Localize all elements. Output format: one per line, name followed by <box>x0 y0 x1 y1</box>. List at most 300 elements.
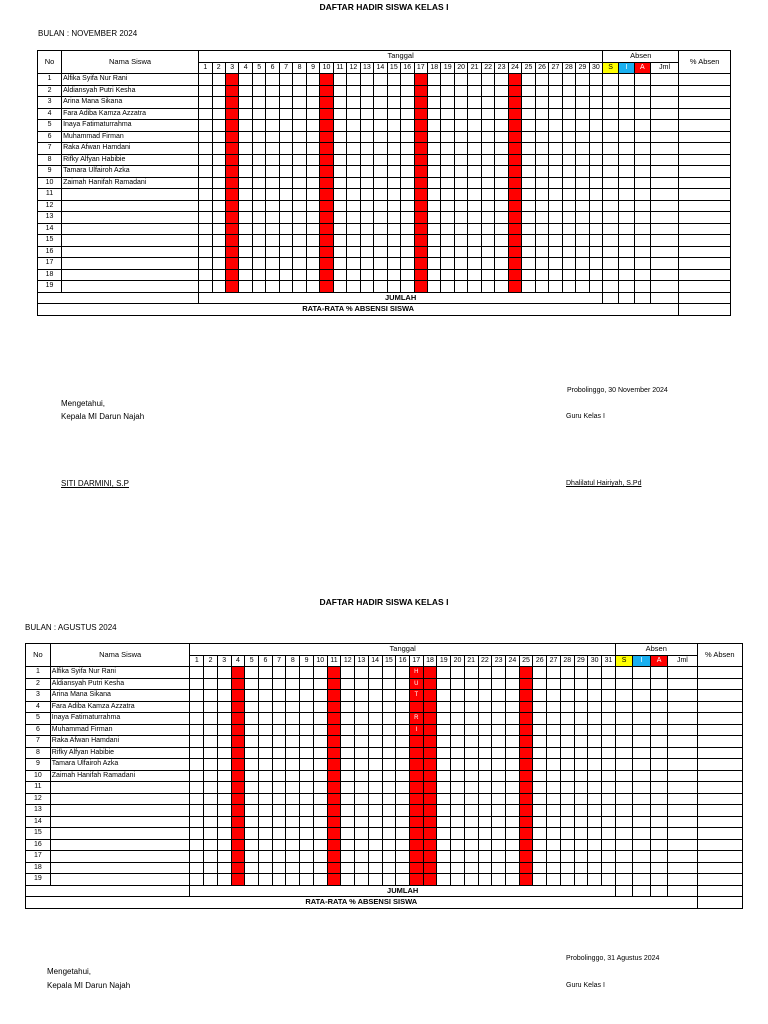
attendance-cell[interactable] <box>217 770 231 782</box>
attendance-cell[interactable] <box>441 235 454 247</box>
attendance-cell[interactable] <box>576 97 589 109</box>
attendance-cell[interactable] <box>437 759 451 771</box>
attendance-cell[interactable] <box>368 713 382 725</box>
attendance-cell[interactable] <box>204 724 218 736</box>
attendance-cell[interactable] <box>576 166 589 178</box>
attendance-cell[interactable] <box>300 782 314 794</box>
attendance-cell[interactable] <box>239 143 252 155</box>
attendance-cell[interactable] <box>212 189 225 201</box>
attendance-cell[interactable] <box>272 736 286 748</box>
attendance-cell[interactable] <box>451 816 465 828</box>
attendance-cell[interactable] <box>464 828 478 840</box>
attendance-cell[interactable] <box>588 667 602 679</box>
attendance-cell[interactable] <box>239 223 252 235</box>
attendance-cell[interactable] <box>245 862 259 874</box>
attendance-cell[interactable] <box>368 724 382 736</box>
attendance-cell[interactable] <box>396 874 410 886</box>
absen-cell[interactable] <box>668 816 697 828</box>
attendance-cell[interactable] <box>245 736 259 748</box>
absen-cell[interactable] <box>668 701 697 713</box>
attendance-cell[interactable] <box>464 713 478 725</box>
attendance-cell[interactable] <box>547 701 561 713</box>
attendance-cell[interactable] <box>355 851 369 863</box>
attendance-cell[interactable] <box>589 97 603 109</box>
attendance-cell[interactable] <box>199 281 212 293</box>
absen-cell[interactable] <box>603 74 619 86</box>
absen-cell[interactable] <box>633 713 650 725</box>
attendance-cell[interactable] <box>522 120 535 132</box>
attendance-cell[interactable] <box>387 235 400 247</box>
attendance-cell[interactable] <box>522 200 535 212</box>
attendance-cell[interactable] <box>535 223 548 235</box>
attendance-cell[interactable] <box>374 120 387 132</box>
absen-cell[interactable] <box>697 782 742 794</box>
attendance-cell[interactable] <box>382 701 396 713</box>
attendance-cell[interactable] <box>272 816 286 828</box>
rata-rata-cell[interactable] <box>697 897 742 909</box>
attendance-cell[interactable] <box>217 793 231 805</box>
attendance-cell[interactable] <box>547 736 561 748</box>
attendance-cell[interactable] <box>368 851 382 863</box>
attendance-cell[interactable] <box>272 828 286 840</box>
attendance-cell[interactable] <box>387 269 400 281</box>
attendance-cell[interactable] <box>212 97 225 109</box>
attendance-cell[interactable] <box>245 747 259 759</box>
attendance-cell[interactable] <box>533 770 547 782</box>
attendance-cell[interactable] <box>492 736 506 748</box>
attendance-cell[interactable] <box>481 154 494 166</box>
attendance-cell[interactable] <box>522 212 535 224</box>
attendance-cell[interactable] <box>374 154 387 166</box>
attendance-cell[interactable] <box>259 678 273 690</box>
absen-cell[interactable] <box>668 759 697 771</box>
attendance-cell[interactable] <box>293 154 306 166</box>
absen-cell[interactable] <box>697 701 742 713</box>
attendance-cell[interactable] <box>272 701 286 713</box>
attendance-cell[interactable] <box>464 839 478 851</box>
attendance-cell[interactable] <box>464 690 478 702</box>
absen-cell[interactable] <box>650 97 679 109</box>
attendance-cell[interactable] <box>533 862 547 874</box>
attendance-cell[interactable] <box>355 770 369 782</box>
attendance-cell[interactable] <box>495 281 508 293</box>
absen-cell[interactable] <box>619 143 635 155</box>
absen-cell[interactable] <box>633 874 650 886</box>
attendance-cell[interactable] <box>562 177 575 189</box>
attendance-cell[interactable] <box>576 74 589 86</box>
absen-cell[interactable] <box>697 713 742 725</box>
attendance-cell[interactable] <box>602 770 616 782</box>
absen-cell[interactable] <box>650 85 679 97</box>
attendance-cell[interactable] <box>428 212 441 224</box>
attendance-cell[interactable] <box>374 235 387 247</box>
attendance-cell[interactable] <box>492 816 506 828</box>
attendance-cell[interactable] <box>212 120 225 132</box>
attendance-cell[interactable] <box>562 74 575 86</box>
attendance-cell[interactable] <box>505 816 519 828</box>
attendance-cell[interactable] <box>549 74 562 86</box>
absen-cell[interactable] <box>634 281 650 293</box>
attendance-cell[interactable] <box>396 724 410 736</box>
attendance-cell[interactable] <box>468 258 481 270</box>
jumlah-cell[interactable] <box>603 292 619 304</box>
absen-cell[interactable] <box>650 747 667 759</box>
attendance-cell[interactable] <box>478 782 492 794</box>
attendance-cell[interactable] <box>401 177 414 189</box>
attendance-cell[interactable] <box>355 701 369 713</box>
attendance-cell[interactable] <box>333 269 346 281</box>
attendance-cell[interactable] <box>360 85 373 97</box>
absen-cell[interactable] <box>615 678 632 690</box>
attendance-cell[interactable] <box>204 839 218 851</box>
attendance-cell[interactable] <box>313 678 327 690</box>
attendance-cell[interactable] <box>481 189 494 201</box>
attendance-cell[interactable] <box>333 74 346 86</box>
attendance-cell[interactable] <box>266 200 279 212</box>
attendance-cell[interactable] <box>478 759 492 771</box>
attendance-cell[interactable] <box>589 235 603 247</box>
attendance-cell[interactable] <box>451 724 465 736</box>
attendance-cell[interactable] <box>382 874 396 886</box>
attendance-cell[interactable] <box>266 74 279 86</box>
absen-cell[interactable] <box>619 131 635 143</box>
attendance-cell[interactable] <box>560 770 574 782</box>
attendance-cell[interactable] <box>368 690 382 702</box>
attendance-cell[interactable] <box>451 805 465 817</box>
attendance-cell[interactable] <box>347 223 360 235</box>
attendance-cell[interactable] <box>306 108 319 120</box>
attendance-cell[interactable] <box>468 281 481 293</box>
attendance-cell[interactable] <box>300 874 314 886</box>
attendance-cell[interactable] <box>333 281 346 293</box>
attendance-cell[interactable] <box>245 690 259 702</box>
attendance-cell[interactable] <box>495 258 508 270</box>
attendance-cell[interactable] <box>562 246 575 258</box>
attendance-cell[interactable] <box>478 793 492 805</box>
attendance-cell[interactable] <box>212 143 225 155</box>
attendance-cell[interactable] <box>505 793 519 805</box>
attendance-cell[interactable] <box>355 782 369 794</box>
attendance-cell[interactable] <box>562 223 575 235</box>
attendance-cell[interactable] <box>333 120 346 132</box>
absen-cell[interactable] <box>603 97 619 109</box>
attendance-cell[interactable] <box>437 713 451 725</box>
attendance-cell[interactable] <box>533 839 547 851</box>
attendance-cell[interactable] <box>333 235 346 247</box>
attendance-cell[interactable] <box>437 816 451 828</box>
attendance-cell[interactable] <box>306 154 319 166</box>
attendance-cell[interactable] <box>492 724 506 736</box>
attendance-cell[interactable] <box>468 235 481 247</box>
attendance-cell[interactable] <box>495 143 508 155</box>
attendance-cell[interactable] <box>535 177 548 189</box>
jumlah-cell[interactable] <box>615 885 632 897</box>
attendance-cell[interactable] <box>533 782 547 794</box>
jumlah-cell[interactable] <box>619 292 635 304</box>
attendance-cell[interactable] <box>522 154 535 166</box>
attendance-cell[interactable] <box>401 189 414 201</box>
absen-cell[interactable] <box>615 782 632 794</box>
absen-cell[interactable] <box>619 223 635 235</box>
absen-cell[interactable] <box>679 74 731 86</box>
attendance-cell[interactable] <box>589 74 603 86</box>
attendance-cell[interactable] <box>266 120 279 132</box>
attendance-cell[interactable] <box>347 212 360 224</box>
attendance-cell[interactable] <box>451 713 465 725</box>
attendance-cell[interactable] <box>245 724 259 736</box>
attendance-cell[interactable] <box>300 713 314 725</box>
attendance-cell[interactable] <box>468 212 481 224</box>
attendance-cell[interactable] <box>217 851 231 863</box>
absen-cell[interactable] <box>697 839 742 851</box>
attendance-cell[interactable] <box>602 851 616 863</box>
attendance-cell[interactable] <box>355 793 369 805</box>
absen-cell[interactable] <box>668 678 697 690</box>
absen-cell[interactable] <box>650 862 667 874</box>
attendance-cell[interactable] <box>279 246 292 258</box>
attendance-cell[interactable] <box>441 200 454 212</box>
attendance-cell[interactable] <box>286 782 300 794</box>
attendance-cell[interactable] <box>468 189 481 201</box>
attendance-cell[interactable] <box>272 713 286 725</box>
attendance-cell[interactable] <box>293 269 306 281</box>
absen-cell[interactable] <box>633 667 650 679</box>
attendance-cell[interactable] <box>522 189 535 201</box>
absen-cell[interactable] <box>615 816 632 828</box>
attendance-cell[interactable] <box>355 759 369 771</box>
attendance-cell[interactable] <box>293 200 306 212</box>
attendance-cell[interactable] <box>562 258 575 270</box>
attendance-cell[interactable] <box>588 839 602 851</box>
attendance-cell[interactable] <box>368 874 382 886</box>
attendance-cell[interactable] <box>286 828 300 840</box>
attendance-cell[interactable] <box>239 85 252 97</box>
attendance-cell[interactable] <box>306 281 319 293</box>
attendance-cell[interactable] <box>204 713 218 725</box>
attendance-cell[interactable] <box>522 281 535 293</box>
attendance-cell[interactable] <box>217 701 231 713</box>
attendance-cell[interactable] <box>279 235 292 247</box>
attendance-cell[interactable] <box>495 108 508 120</box>
absen-cell[interactable] <box>619 189 635 201</box>
attendance-cell[interactable] <box>347 235 360 247</box>
attendance-cell[interactable] <box>401 85 414 97</box>
absen-cell[interactable] <box>619 212 635 224</box>
attendance-cell[interactable] <box>492 828 506 840</box>
attendance-cell[interactable] <box>306 177 319 189</box>
attendance-cell[interactable] <box>306 97 319 109</box>
attendance-cell[interactable] <box>437 839 451 851</box>
attendance-cell[interactable] <box>441 120 454 132</box>
attendance-cell[interactable] <box>441 108 454 120</box>
attendance-cell[interactable] <box>478 724 492 736</box>
attendance-cell[interactable] <box>468 74 481 86</box>
attendance-cell[interactable] <box>589 246 603 258</box>
attendance-cell[interactable] <box>368 839 382 851</box>
attendance-cell[interactable] <box>204 874 218 886</box>
attendance-cell[interactable] <box>549 85 562 97</box>
attendance-cell[interactable] <box>588 690 602 702</box>
attendance-cell[interactable] <box>562 235 575 247</box>
jumlah-cell[interactable] <box>668 885 697 897</box>
attendance-cell[interactable] <box>286 839 300 851</box>
attendance-cell[interactable] <box>313 770 327 782</box>
attendance-cell[interactable] <box>589 166 603 178</box>
attendance-cell[interactable] <box>190 667 204 679</box>
absen-cell[interactable] <box>650 177 679 189</box>
attendance-cell[interactable] <box>347 258 360 270</box>
attendance-cell[interactable] <box>313 874 327 886</box>
attendance-cell[interactable] <box>252 74 265 86</box>
absen-cell[interactable] <box>615 828 632 840</box>
attendance-cell[interactable] <box>204 805 218 817</box>
absen-cell[interactable] <box>668 713 697 725</box>
attendance-cell[interactable] <box>368 828 382 840</box>
attendance-cell[interactable] <box>495 154 508 166</box>
attendance-cell[interactable] <box>300 690 314 702</box>
attendance-cell[interactable] <box>562 269 575 281</box>
absen-cell[interactable] <box>603 269 619 281</box>
absen-cell[interactable] <box>619 85 635 97</box>
attendance-cell[interactable] <box>602 701 616 713</box>
attendance-cell[interactable] <box>478 667 492 679</box>
attendance-cell[interactable] <box>428 269 441 281</box>
attendance-cell[interactable] <box>481 85 494 97</box>
attendance-cell[interactable] <box>535 235 548 247</box>
attendance-cell[interactable] <box>279 177 292 189</box>
attendance-cell[interactable] <box>252 143 265 155</box>
attendance-cell[interactable] <box>313 690 327 702</box>
attendance-cell[interactable] <box>451 839 465 851</box>
attendance-cell[interactable] <box>574 851 588 863</box>
attendance-cell[interactable] <box>252 166 265 178</box>
attendance-cell[interactable] <box>239 120 252 132</box>
attendance-cell[interactable] <box>576 281 589 293</box>
attendance-cell[interactable] <box>574 793 588 805</box>
absen-cell[interactable] <box>603 258 619 270</box>
attendance-cell[interactable] <box>602 839 616 851</box>
absen-cell[interactable] <box>603 154 619 166</box>
attendance-cell[interactable] <box>300 736 314 748</box>
attendance-cell[interactable] <box>252 281 265 293</box>
absen-cell[interactable] <box>634 200 650 212</box>
attendance-cell[interactable] <box>266 189 279 201</box>
absen-cell[interactable] <box>650 281 679 293</box>
attendance-cell[interactable] <box>468 154 481 166</box>
attendance-cell[interactable] <box>382 759 396 771</box>
attendance-cell[interactable] <box>212 281 225 293</box>
attendance-cell[interactable] <box>199 74 212 86</box>
attendance-cell[interactable] <box>576 120 589 132</box>
attendance-cell[interactable] <box>286 724 300 736</box>
attendance-cell[interactable] <box>505 678 519 690</box>
attendance-cell[interactable] <box>313 782 327 794</box>
absen-cell[interactable] <box>650 143 679 155</box>
absen-cell[interactable] <box>697 805 742 817</box>
absen-cell[interactable] <box>615 874 632 886</box>
attendance-cell[interactable] <box>428 235 441 247</box>
absen-cell[interactable] <box>603 235 619 247</box>
absen-cell[interactable] <box>619 154 635 166</box>
attendance-cell[interactable] <box>547 667 561 679</box>
attendance-cell[interactable] <box>199 223 212 235</box>
absen-cell[interactable] <box>679 189 731 201</box>
attendance-cell[interactable] <box>333 189 346 201</box>
absen-cell[interactable] <box>697 724 742 736</box>
attendance-cell[interactable] <box>522 246 535 258</box>
attendance-cell[interactable] <box>199 258 212 270</box>
absen-cell[interactable] <box>619 269 635 281</box>
attendance-cell[interactable] <box>279 97 292 109</box>
attendance-cell[interactable] <box>602 862 616 874</box>
absen-cell[interactable] <box>603 246 619 258</box>
attendance-cell[interactable] <box>306 223 319 235</box>
absen-cell[interactable] <box>615 736 632 748</box>
attendance-cell[interactable] <box>437 736 451 748</box>
attendance-cell[interactable] <box>401 143 414 155</box>
attendance-cell[interactable] <box>576 269 589 281</box>
attendance-cell[interactable] <box>374 223 387 235</box>
attendance-cell[interactable] <box>217 874 231 886</box>
attendance-cell[interactable] <box>239 235 252 247</box>
attendance-cell[interactable] <box>549 177 562 189</box>
attendance-cell[interactable] <box>259 828 273 840</box>
attendance-cell[interactable] <box>589 189 603 201</box>
attendance-cell[interactable] <box>576 143 589 155</box>
attendance-cell[interactable] <box>266 269 279 281</box>
attendance-cell[interactable] <box>492 759 506 771</box>
attendance-cell[interactable] <box>547 816 561 828</box>
attendance-cell[interactable] <box>279 189 292 201</box>
attendance-cell[interactable] <box>286 862 300 874</box>
attendance-cell[interactable] <box>533 736 547 748</box>
attendance-cell[interactable] <box>272 724 286 736</box>
attendance-cell[interactable] <box>204 747 218 759</box>
attendance-cell[interactable] <box>576 200 589 212</box>
attendance-cell[interactable] <box>560 805 574 817</box>
attendance-cell[interactable] <box>451 759 465 771</box>
attendance-cell[interactable] <box>204 793 218 805</box>
attendance-cell[interactable] <box>562 108 575 120</box>
absen-cell[interactable] <box>633 747 650 759</box>
attendance-cell[interactable] <box>451 747 465 759</box>
attendance-cell[interactable] <box>441 212 454 224</box>
absen-cell[interactable] <box>650 816 667 828</box>
attendance-cell[interactable] <box>468 85 481 97</box>
attendance-cell[interactable] <box>313 747 327 759</box>
attendance-cell[interactable] <box>347 143 360 155</box>
attendance-cell[interactable] <box>549 189 562 201</box>
attendance-cell[interactable] <box>204 678 218 690</box>
attendance-cell[interactable] <box>468 166 481 178</box>
attendance-cell[interactable] <box>464 793 478 805</box>
attendance-cell[interactable] <box>387 154 400 166</box>
absen-cell[interactable] <box>634 212 650 224</box>
attendance-cell[interactable] <box>451 770 465 782</box>
attendance-cell[interactable] <box>259 805 273 817</box>
attendance-cell[interactable] <box>574 874 588 886</box>
attendance-cell[interactable] <box>549 108 562 120</box>
attendance-cell[interactable] <box>464 862 478 874</box>
attendance-cell[interactable] <box>602 747 616 759</box>
attendance-cell[interactable] <box>428 246 441 258</box>
attendance-cell[interactable] <box>401 97 414 109</box>
attendance-cell[interactable] <box>441 74 454 86</box>
attendance-cell[interactable] <box>451 851 465 863</box>
jumlah-cell[interactable] <box>697 885 742 897</box>
attendance-cell[interactable] <box>560 851 574 863</box>
attendance-cell[interactable] <box>293 74 306 86</box>
